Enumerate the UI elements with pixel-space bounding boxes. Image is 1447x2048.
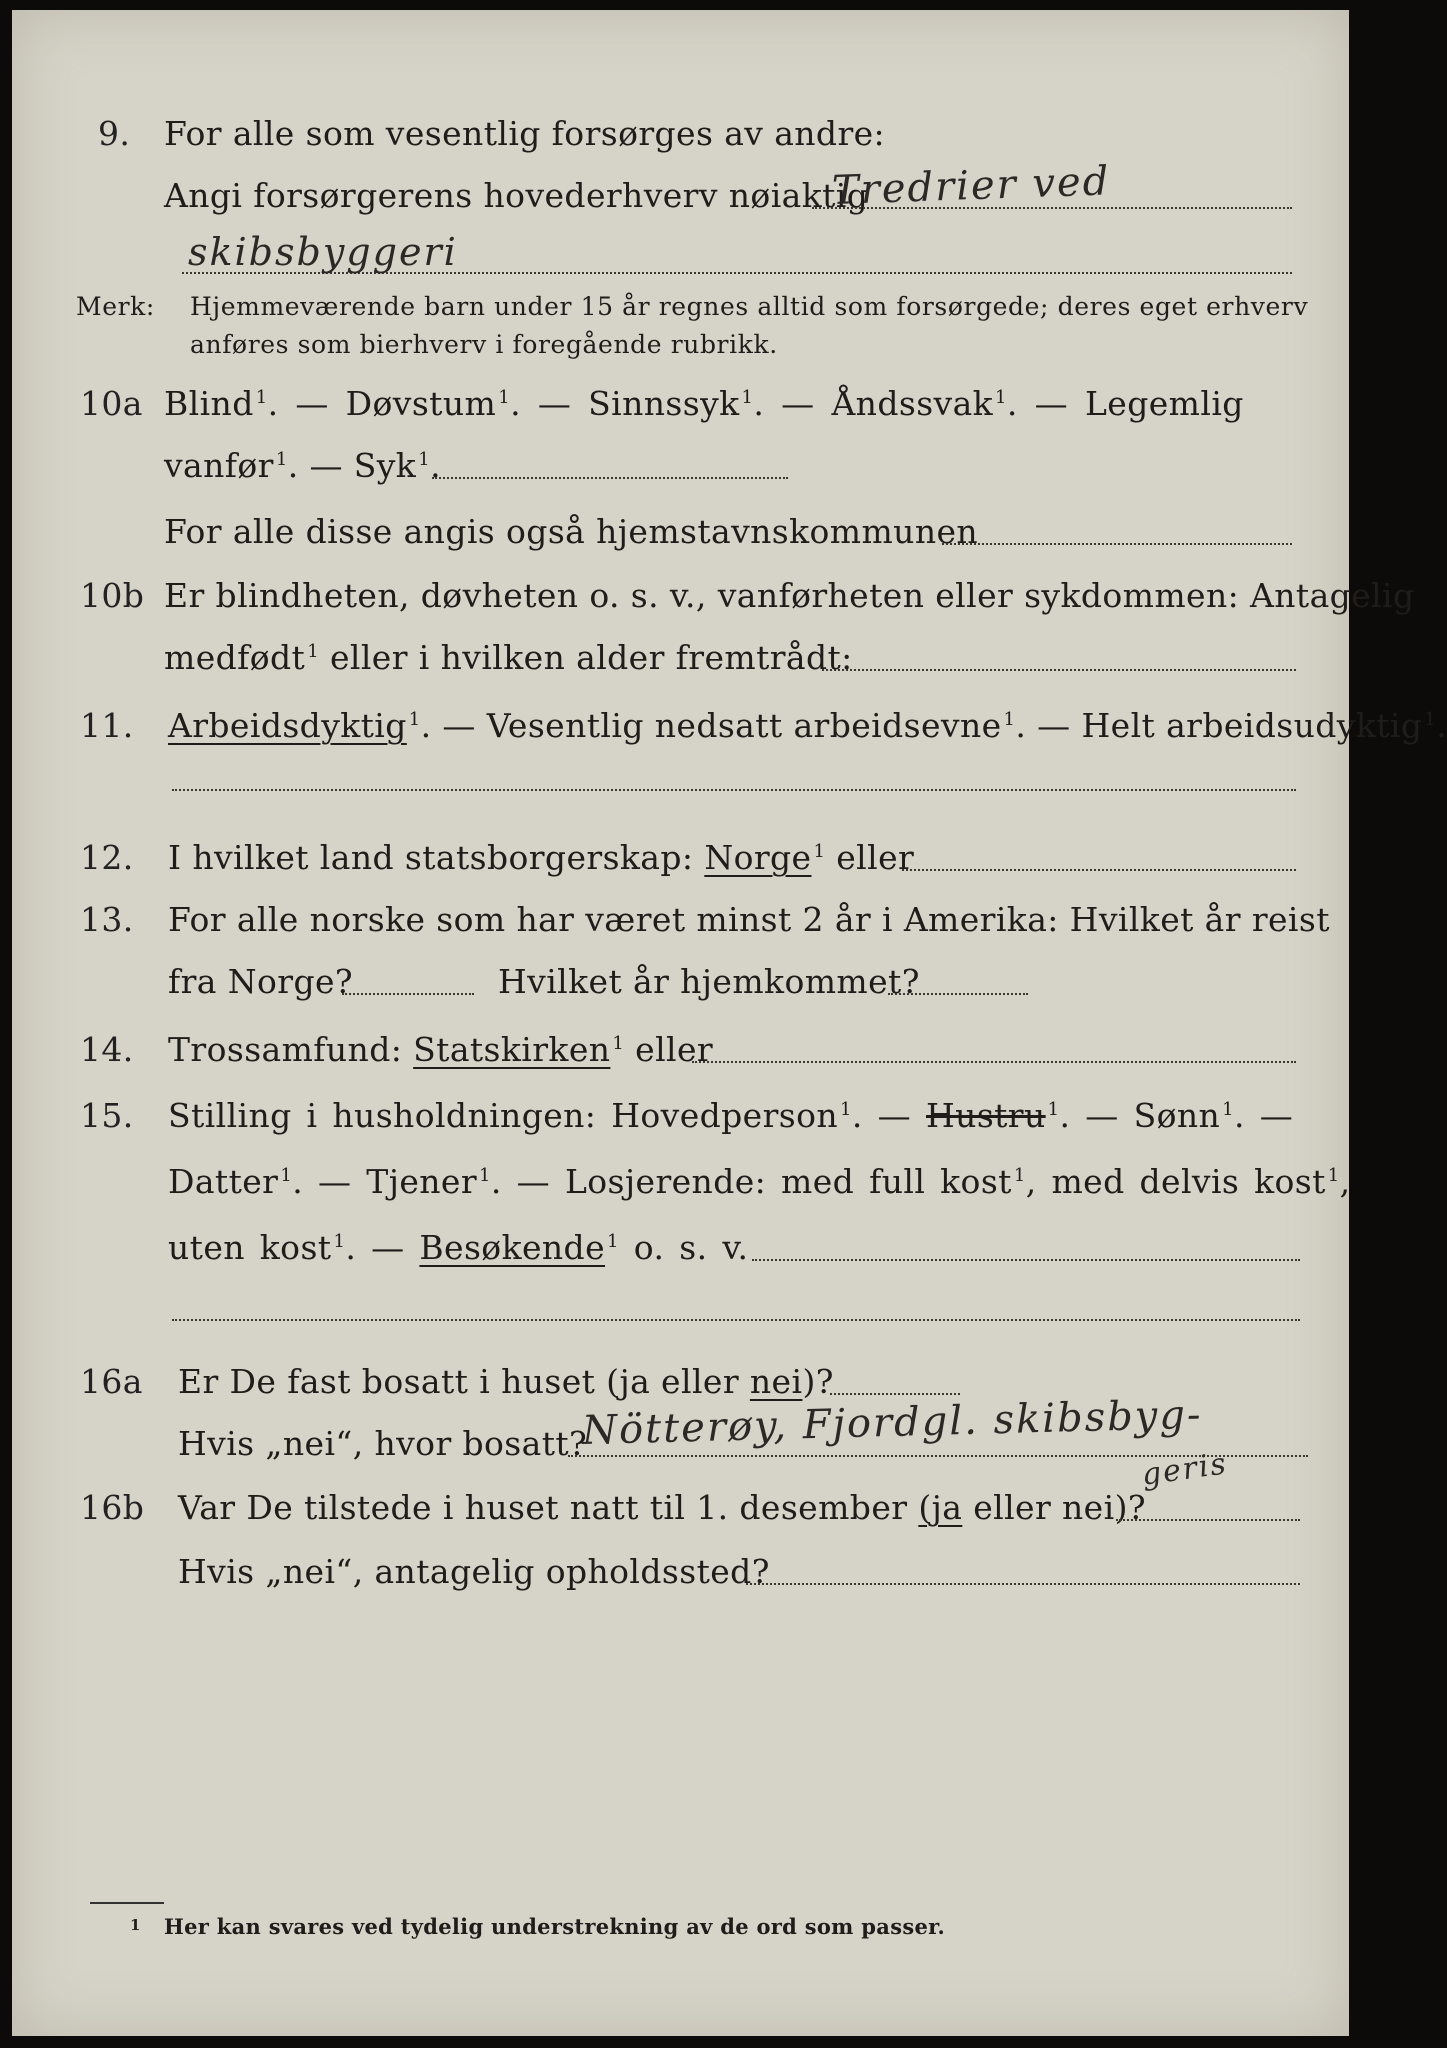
q10b-number: 10b [80, 576, 145, 615]
q16a-handwritten-answer-2: geris [1139, 1446, 1230, 1493]
q16a-line1: Er De fast bosatt i huset (ja eller nei)? [178, 1362, 834, 1401]
footnote-mark: 1 [408, 709, 421, 730]
option-legemlig: . — Legemlig [1006, 384, 1244, 423]
q16b-line2: Hvis „nei“, antagelig opholdssted? [178, 1552, 770, 1591]
footnote-mark: 1 [255, 387, 268, 408]
q16b-line1: Var De tilstede i huset natt til 1. desember (ja eller nei)? [178, 1488, 1146, 1527]
q13-line1: For alle norske som har været minst 2 år i Amerika: Hvilket år reist [168, 900, 1330, 939]
footnote-mark: 1 [1222, 1099, 1235, 1120]
note-label: Merk: [76, 292, 155, 321]
q13-number: 13. [80, 900, 134, 939]
q12-answer-line [902, 869, 1296, 871]
q10b-line1: Er blindheten, døvheten o. s. v., vanførheten eller sykdommen: Antagelig [164, 576, 1415, 615]
q16a-handwritten-answer-1: Nötterøy, Fjordgl. skibsbyg- [581, 1391, 1204, 1454]
note-line2: anføres som bierhverv i foregående rubrikk. [190, 330, 778, 359]
option-nedsatt-arbeidsevne: . — Vesentlig nedsatt arbeidsevne [420, 706, 1002, 745]
q14-answer-line [692, 1061, 1296, 1063]
option-medfodt: medfødt [164, 638, 306, 677]
footnote-mark: 1 [995, 387, 1007, 408]
q12-line1: I hvilket land statsborgerskap: Norge $^1$ eller [168, 838, 915, 877]
q9-line2: Angi forsørgerens hovederhverv nøiaktig [164, 176, 869, 215]
option-vanfor: vanfør [164, 446, 274, 485]
option-uten-kost: uten kost [168, 1228, 332, 1267]
footnote-mark: 1 [741, 387, 754, 408]
q9-handwritten-answer-2: skibsbyggeri [188, 230, 458, 274]
q16b-answer-line-2 [746, 1583, 1300, 1585]
q12-number: 12. [80, 838, 134, 877]
option-datter: Datter [168, 1162, 279, 1201]
q16a-line2: Hvis „nei“, hvor bosatt? [178, 1424, 588, 1463]
q10b-line2: medfødt $^1$ eller i hvilken alder fremtrådt: [164, 638, 853, 677]
q15-answer-line [752, 1259, 1300, 1261]
option-ja-underlined: (ja [918, 1488, 963, 1527]
footnote-mark: 1 [418, 449, 431, 470]
footnote-mark: 1 [612, 1033, 625, 1054]
footnote-mark: 1 [498, 387, 511, 408]
option-nei-underlined: nei [749, 1362, 803, 1401]
q10a-answer-line-2 [942, 543, 1292, 545]
footnote-mark: 1 [275, 449, 288, 470]
q16b-answer-line [1116, 1519, 1300, 1521]
q13-line2b: Hvilket år hjemkommet? [498, 962, 920, 1001]
footnote-rule [90, 1902, 164, 1904]
q10a-line2: vanfør $^1$. — Syk $^1$. [164, 446, 441, 485]
footnote-mark: 1 [1424, 709, 1437, 730]
footnote-mark: 1 [1003, 709, 1016, 730]
footnote-mark: 1 [607, 1231, 619, 1252]
option-sonn: . — Sønn [1059, 1096, 1221, 1135]
option-statskirken-underlined: Statskirken [413, 1030, 611, 1069]
q13-line2a: fra Norge? [168, 962, 354, 1001]
q11-line1: Arbeidsdyktig $^1$. — Vesentlig nedsatt arbeidsevne $^1$. — Helt arbeidsudyktig $^1$. [168, 706, 1447, 745]
q15-line1: Stilling i husholdningen: Hovedperson $^1$. — Hustru $^1$. — Sønn $^1$. — [168, 1096, 1294, 1135]
footnote-marker: 1 [130, 1916, 141, 1934]
q15-line3: uten kost $^1$. — Besøkende $^1$ o. s. v. [168, 1228, 749, 1267]
q9-handwritten-answer-1: Tredrier ved [831, 158, 1112, 214]
footnote-mark: 1 [813, 841, 826, 862]
footnote-mark: 1 [840, 1099, 852, 1120]
footnote-mark: 1 [1013, 1165, 1026, 1186]
q14-number: 14. [80, 1030, 134, 1069]
footnote-mark: 1 [1047, 1099, 1060, 1120]
footnote-text: Her kan svares ved tydelig understrekning av de ord som passer. [164, 1914, 946, 1939]
option-besokende-underlined: Besøkende [419, 1228, 606, 1267]
note-line1: Hjemmeværende barn under 15 år regnes alltid som forsørgede; deres eget erhverv [190, 292, 1309, 321]
option-hustru: Hustru [925, 1096, 1046, 1135]
census-form-page [12, 10, 1447, 2036]
q9-number: 9. [98, 114, 131, 153]
option-norge-underlined: Norge [704, 838, 812, 877]
q13-answer-line-1 [342, 993, 474, 995]
option-andssvak: . — Åndssvak [753, 384, 994, 423]
footnote-mark: 1 [333, 1231, 346, 1252]
option-arbeidsudyktig: . — Helt arbeidsudyktig [1015, 706, 1423, 745]
option-delvis-kost: , med delvis kost [1025, 1162, 1326, 1201]
q11-answer-line [172, 789, 1296, 791]
q11-number: 11. [80, 706, 134, 745]
q15-answer-line-2 [172, 1319, 1300, 1321]
q13-answer-line-2 [888, 993, 1028, 995]
option-arbeidsdyktig-underlined: Arbeidsdyktig [168, 706, 407, 745]
q15-line2: Datter $^1$. — Tjener $^1$. — Losjerende: med full kost $^1$, med delvis kost $^1$, [168, 1162, 1351, 1201]
option-blind: Blind [164, 384, 254, 423]
q10a-answer-line [432, 477, 788, 479]
option-dovstum: . — Døvstum [267, 384, 497, 423]
q14-line1: Trossamfund: Statskirken $^1$ eller [168, 1030, 714, 1069]
option-tjener: . — Tjener [292, 1162, 478, 1201]
option-losjerende-full-kost: . — Losjerende: med full kost [490, 1162, 1012, 1201]
option-sinnssyk: . — Sinnssyk [510, 384, 740, 423]
q10a-number: 10a [80, 384, 143, 423]
footnote-mark: 1 [479, 1165, 491, 1186]
footnote-mark: 1 [307, 641, 320, 662]
q16b-number: 16b [80, 1488, 145, 1527]
q10a-line1 [164, 384, 1244, 424]
q16a-number: 16a [80, 1362, 143, 1401]
option-syk: . — Syk [287, 446, 417, 485]
q15-number: 15. [80, 1096, 134, 1135]
option-hovedperson: Stilling i husholdningen: Hovedperson [168, 1096, 839, 1135]
footnote-mark: 1 [1327, 1165, 1340, 1186]
footnote-mark: 1 [280, 1165, 293, 1186]
q9-line1: For alle som vesentlig forsørges av andre: [164, 114, 886, 153]
q10a-line3: For alle disse angis også hjemstavnskommunen [164, 512, 979, 551]
q16a-answer-line [830, 1393, 960, 1395]
q10b-answer-line [822, 669, 1296, 671]
